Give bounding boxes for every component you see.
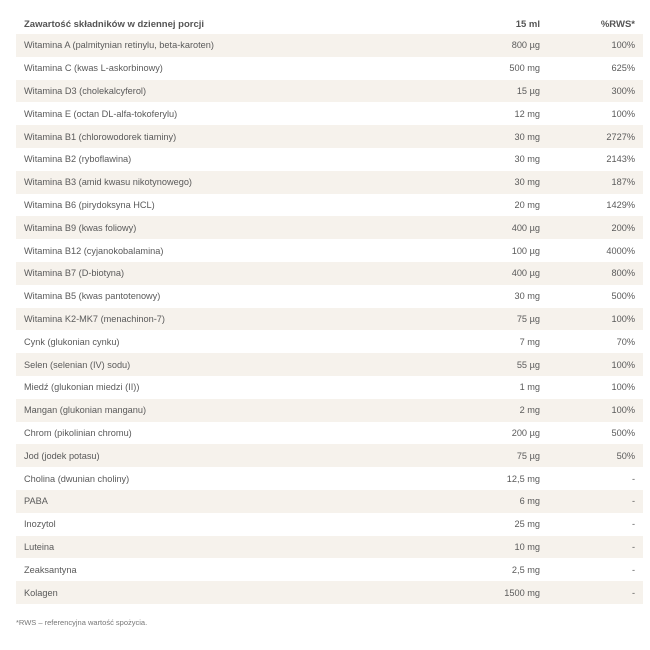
ingredient-rws: 100% xyxy=(540,376,643,399)
ingredient-amount: 20 mg xyxy=(420,194,540,217)
nutrition-table xyxy=(16,14,643,604)
nutrition-table-container xyxy=(16,14,643,604)
ingredient-amount: 500 mg xyxy=(420,57,540,80)
table-row xyxy=(16,444,643,467)
ingredient-name: Cynk (glukonian cynku) xyxy=(16,330,420,353)
ingredient-name: Mangan (glukonian manganu) xyxy=(16,399,420,422)
ingredient-rws: 500% xyxy=(540,422,643,445)
ingredient-rws: - xyxy=(540,558,643,581)
table-row xyxy=(16,558,643,581)
ingredient-rws: 187% xyxy=(540,171,643,194)
ingredient-name: Witamina B9 (kwas foliowy) xyxy=(16,216,420,239)
ingredient-rws: 100% xyxy=(540,102,643,125)
ingredient-amount: 55 µg xyxy=(420,353,540,376)
ingredient-amount: 1500 mg xyxy=(420,581,540,604)
ingredient-rws: 100% xyxy=(540,399,643,422)
ingredient-name: Miedź (glukonian miedzi (II)) xyxy=(16,376,420,399)
ingredient-amount: 6 mg xyxy=(420,490,540,513)
ingredient-amount: 1 mg xyxy=(420,376,540,399)
ingredient-rws: 2727% xyxy=(540,125,643,148)
table-row xyxy=(16,308,643,331)
ingredient-amount: 2,5 mg xyxy=(420,558,540,581)
ingredient-name: Chrom (pikolinian chromu) xyxy=(16,422,420,445)
ingredient-name: Selen (selenian (IV) sodu) xyxy=(16,353,420,376)
ingredient-name: Zeaksantyna xyxy=(16,558,420,581)
ingredient-amount: 400 µg xyxy=(420,216,540,239)
header-amount: 15 ml xyxy=(515,18,540,30)
table-body xyxy=(16,34,643,604)
ingredient-name: Witamina E (octan DL-alfa-tokoferylu) xyxy=(16,102,420,125)
ingredient-rws: - xyxy=(540,581,643,604)
ingredient-rws: 800% xyxy=(540,262,643,285)
ingredient-amount: 75 µg xyxy=(420,444,540,467)
ingredient-name: Witamina C (kwas L-askorbinowy) xyxy=(16,57,420,80)
table-row xyxy=(16,148,643,171)
table-row xyxy=(16,513,643,536)
ingredient-name: Luteina xyxy=(16,536,420,559)
ingredient-rws: - xyxy=(540,467,643,490)
ingredient-name: Witamina D3 (cholekalcyferol) xyxy=(16,80,420,103)
table-row xyxy=(16,194,643,217)
table-row xyxy=(16,57,643,80)
ingredient-name: Inozytol xyxy=(16,513,420,536)
ingredient-amount: 7 mg xyxy=(420,330,540,353)
table-row xyxy=(16,581,643,604)
ingredient-name: Witamina B2 (ryboflawina) xyxy=(16,148,420,171)
ingredient-amount: 12 mg xyxy=(420,102,540,125)
table-row xyxy=(16,399,643,422)
table-row xyxy=(16,102,643,125)
table-row xyxy=(16,34,643,57)
ingredient-rws: 100% xyxy=(540,353,643,376)
ingredient-amount: 30 mg xyxy=(420,171,540,194)
ingredient-amount: 200 µg xyxy=(420,422,540,445)
ingredient-amount: 12,5 mg xyxy=(420,467,540,490)
ingredient-amount: 100 µg xyxy=(420,239,540,262)
ingredient-amount: 400 µg xyxy=(420,262,540,285)
ingredient-rws: - xyxy=(540,490,643,513)
ingredient-amount: 2 mg xyxy=(420,399,540,422)
ingredient-name: Witamina B1 (chlorowodorek tiaminy) xyxy=(16,125,420,148)
table-row xyxy=(16,80,643,103)
ingredient-name: Witamina B3 (amid kwasu nikotynowego) xyxy=(16,171,420,194)
table-row xyxy=(16,330,643,353)
ingredient-rws: 200% xyxy=(540,216,643,239)
ingredient-rws: 100% xyxy=(540,308,643,331)
ingredient-name: Witamina K2-MK7 (menachinon-7) xyxy=(16,308,420,331)
table-header-row xyxy=(16,14,643,34)
ingredient-amount: 800 µg xyxy=(420,34,540,57)
ingredient-name: Witamina B12 (cyjanokobalamina) xyxy=(16,239,420,262)
table-row xyxy=(16,239,643,262)
ingredient-rws: 1429% xyxy=(540,194,643,217)
ingredient-amount: 30 mg xyxy=(420,285,540,308)
footnote: *RWS – referencyjna wartość spożycia. xyxy=(16,618,148,627)
ingredient-name: PABA xyxy=(16,490,420,513)
ingredient-name: Cholina (dwunian choliny) xyxy=(16,467,420,490)
ingredient-rws: 4000% xyxy=(540,239,643,262)
table-row xyxy=(16,467,643,490)
ingredient-name: Witamina B7 (D-biotyna) xyxy=(16,262,420,285)
ingredient-rws: 300% xyxy=(540,80,643,103)
table-row xyxy=(16,536,643,559)
table-row xyxy=(16,376,643,399)
ingredient-name: Kolagen xyxy=(16,581,420,604)
ingredient-rws: 100% xyxy=(540,34,643,57)
table-row xyxy=(16,353,643,376)
ingredient-rws: 50% xyxy=(540,444,643,467)
ingredient-amount: 75 µg xyxy=(420,308,540,331)
table-row xyxy=(16,171,643,194)
table-row xyxy=(16,422,643,445)
ingredient-name: Jod (jodek potasu) xyxy=(16,444,420,467)
table-row xyxy=(16,285,643,308)
ingredient-rws: 625% xyxy=(540,57,643,80)
ingredient-amount: 15 µg xyxy=(420,80,540,103)
ingredient-rws: 2143% xyxy=(540,148,643,171)
table-row xyxy=(16,490,643,513)
ingredient-amount: 30 mg xyxy=(420,125,540,148)
header-ingredient: Zawartość składników w dziennej porcji xyxy=(24,18,205,30)
ingredient-amount: 25 mg xyxy=(420,513,540,536)
ingredient-rws: 70% xyxy=(540,330,643,353)
ingredient-amount: 10 mg xyxy=(420,536,540,559)
ingredient-name: Witamina B6 (pirydoksyna HCL) xyxy=(16,194,420,217)
table-row xyxy=(16,216,643,239)
ingredient-name: Witamina A (palmitynian retinylu, beta-karoten) xyxy=(16,34,420,57)
ingredient-rws: - xyxy=(540,513,643,536)
ingredient-rws: - xyxy=(540,536,643,559)
table-row xyxy=(16,125,643,148)
header-rws: %RWS* xyxy=(600,18,635,30)
ingredient-amount: 30 mg xyxy=(420,148,540,171)
ingredient-name: Witamina B5 (kwas pantotenowy) xyxy=(16,285,420,308)
ingredient-rws: 500% xyxy=(540,285,643,308)
table-row xyxy=(16,262,643,285)
